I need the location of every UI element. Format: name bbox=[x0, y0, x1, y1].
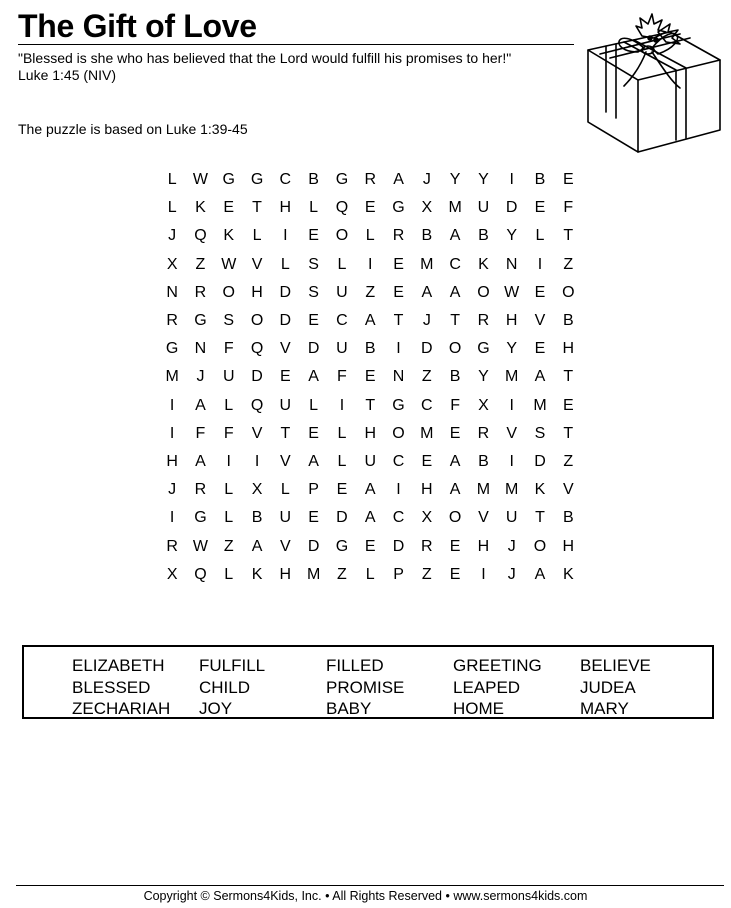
grid-letter: G bbox=[250, 171, 264, 189]
grid-letter: F bbox=[450, 396, 460, 414]
grid-letter: U bbox=[279, 396, 292, 414]
grid-letter: L bbox=[337, 424, 347, 442]
grid-letter: G bbox=[392, 199, 405, 217]
grid-letter: Q bbox=[250, 396, 264, 414]
grid-letter: M bbox=[420, 255, 434, 273]
grid-letter: V bbox=[280, 340, 291, 358]
grid-letter: G bbox=[335, 537, 349, 555]
grid-letter: N bbox=[505, 255, 518, 273]
grid-letter: T bbox=[563, 227, 574, 245]
grid-letter: Z bbox=[195, 255, 206, 273]
word-list-item: BELIEVE bbox=[580, 656, 651, 675]
grid-letter: J bbox=[507, 537, 516, 555]
grid-letter: C bbox=[279, 171, 292, 189]
grid-letter: E bbox=[308, 424, 319, 442]
grid-letter: T bbox=[535, 509, 545, 527]
grid-letter: B bbox=[562, 312, 574, 330]
grid-letter: R bbox=[166, 312, 178, 330]
grid-letter: Z bbox=[563, 255, 574, 273]
grid-letter: J bbox=[168, 481, 177, 499]
grid-letter: F bbox=[223, 424, 234, 442]
grid-letter: E bbox=[562, 396, 574, 414]
grid-letter: X bbox=[421, 509, 433, 527]
word-list-item: JOY bbox=[199, 699, 233, 718]
verse-block bbox=[18, 50, 578, 84]
grid-letter: E bbox=[534, 340, 546, 358]
grid-letter: I bbox=[169, 509, 175, 527]
grid-letter: M bbox=[420, 424, 434, 442]
grid-letter: Z bbox=[337, 565, 347, 583]
grid-letter: P bbox=[393, 565, 404, 583]
grid-letter: S bbox=[308, 283, 319, 301]
grid-letter: Z bbox=[421, 565, 432, 583]
grid-letter: L bbox=[224, 565, 234, 583]
grid-letter: A bbox=[534, 368, 546, 386]
grid-letter: W bbox=[504, 283, 520, 301]
gift-box-icon bbox=[580, 2, 728, 154]
word-list-item: FULFILL bbox=[199, 656, 266, 675]
grid-letter: M bbox=[505, 481, 519, 499]
grid-letter: T bbox=[280, 424, 291, 442]
grid-letter: Y bbox=[506, 340, 518, 358]
grid-letter: X bbox=[421, 199, 433, 217]
grid-letter: L bbox=[224, 481, 234, 499]
page-title: The Gift of Love bbox=[18, 8, 257, 44]
grid-letter: F bbox=[195, 424, 206, 442]
grid-letter: L bbox=[280, 255, 290, 273]
grid-letter: C bbox=[336, 312, 348, 330]
word-list-item: PROMISE bbox=[326, 677, 405, 697]
grid-letter: O bbox=[250, 312, 264, 330]
grid-letter: J bbox=[507, 565, 516, 583]
grid-letter: M bbox=[448, 199, 462, 217]
grid-letter: H bbox=[279, 565, 292, 583]
grid-letter: V bbox=[478, 509, 489, 527]
grid-letter: R bbox=[421, 537, 433, 555]
grid-letter: V bbox=[280, 452, 291, 470]
grid-letter: Q bbox=[250, 340, 264, 358]
grid-letter: B bbox=[478, 227, 489, 245]
grid-letter: I bbox=[339, 396, 345, 414]
verse-quote: "Blessed is she who has believed that the Lord would fulfill his promises to her!" bbox=[18, 50, 512, 66]
grid-letter: H bbox=[279, 199, 292, 217]
grid-letter: O bbox=[222, 283, 235, 301]
grid-letter: G bbox=[392, 396, 405, 414]
grid-letter: T bbox=[450, 312, 460, 330]
grid-letter: D bbox=[336, 509, 348, 527]
grid-letter: I bbox=[226, 452, 231, 470]
grid-letter: H bbox=[505, 312, 518, 330]
verse-reference: Luke 1:45 (NIV) bbox=[18, 67, 117, 83]
grid-letter: K bbox=[223, 227, 235, 245]
grid-letter: D bbox=[279, 283, 292, 301]
grid-letter: I bbox=[481, 565, 486, 583]
grid-letter: V bbox=[280, 537, 291, 555]
word-list-item: BLESSED bbox=[72, 677, 151, 697]
grid-letter: R bbox=[166, 537, 178, 555]
grid-letter: I bbox=[169, 396, 175, 414]
grid-letter: L bbox=[535, 227, 545, 245]
grid-letter: B bbox=[534, 171, 546, 189]
grid-letter: E bbox=[449, 565, 461, 583]
grid-letter: F bbox=[337, 368, 347, 386]
grid-letter: T bbox=[393, 312, 404, 330]
grid-letter: R bbox=[477, 424, 490, 442]
grid-letter: S bbox=[308, 255, 319, 273]
grid-letter: B bbox=[308, 171, 319, 189]
grid-letter: Q bbox=[194, 227, 207, 245]
grid-letter: D bbox=[251, 368, 263, 386]
grid-letter: R bbox=[194, 283, 207, 301]
grid-letter: A bbox=[421, 283, 433, 301]
grid-letter: A bbox=[534, 565, 546, 583]
grid-letter: U bbox=[364, 452, 376, 470]
grid-letter: K bbox=[562, 565, 574, 583]
grid-letter: L bbox=[224, 396, 234, 414]
grid-letter: E bbox=[393, 255, 404, 273]
grid-letter: J bbox=[422, 171, 431, 189]
grid-letter: C bbox=[392, 452, 405, 470]
grid-letter: K bbox=[478, 255, 489, 273]
grid-letter: O bbox=[448, 340, 462, 358]
grid-letter: A bbox=[393, 171, 404, 189]
grid-letter: U bbox=[505, 509, 518, 527]
grid-letter: Q bbox=[194, 565, 207, 583]
grid-letter: O bbox=[562, 283, 575, 301]
grid-letter: M bbox=[533, 396, 547, 414]
grid-letter: A bbox=[449, 283, 461, 301]
grid-letter: H bbox=[477, 537, 490, 555]
grid-letter: W bbox=[192, 171, 208, 189]
grid-letter: H bbox=[166, 452, 178, 470]
grid-letter: E bbox=[364, 537, 376, 555]
grid-letter: I bbox=[509, 396, 514, 414]
grid-letter: L bbox=[167, 171, 177, 189]
grid-letter: A bbox=[449, 452, 461, 470]
grid-letter: E bbox=[534, 283, 546, 301]
grid-letter: Z bbox=[421, 368, 432, 386]
grid-letter: H bbox=[421, 481, 433, 499]
grid-letter: I bbox=[509, 171, 514, 189]
grid-letter: E bbox=[223, 199, 235, 217]
grid-letter: Z bbox=[563, 452, 574, 470]
grid-letter: M bbox=[505, 368, 519, 386]
grid-letter: X bbox=[166, 565, 178, 583]
grid-letter: L bbox=[337, 255, 347, 273]
grid-letter: M bbox=[165, 368, 179, 386]
grid-letter: J bbox=[422, 312, 431, 330]
grid-letter: O bbox=[448, 509, 462, 527]
grid-letter: B bbox=[251, 509, 263, 527]
grid-letter: K bbox=[195, 199, 206, 217]
grid-letter: V bbox=[251, 424, 263, 442]
word-list-item: ELIZABETH bbox=[72, 656, 165, 675]
grid-letter: V bbox=[562, 481, 574, 499]
grid-letter: Y bbox=[449, 171, 461, 189]
grid-letter: B bbox=[449, 368, 461, 386]
grid-letter: W bbox=[192, 537, 208, 555]
grid-letter: L bbox=[252, 227, 262, 245]
grid-letter: L bbox=[309, 396, 319, 414]
grid-letter: H bbox=[562, 537, 575, 555]
grid-letter: C bbox=[449, 255, 461, 273]
grid-letter: G bbox=[335, 171, 349, 189]
grid-letter: L bbox=[280, 481, 290, 499]
grid-letter: C bbox=[421, 396, 433, 414]
grid-letter: L bbox=[167, 199, 177, 217]
grid-letter: E bbox=[421, 452, 433, 470]
grid-letter: Z bbox=[365, 283, 376, 301]
grid-letter: O bbox=[533, 537, 547, 555]
grid-letter: X bbox=[251, 481, 263, 499]
grid-letter: A bbox=[364, 481, 376, 499]
word-list-item: HOME bbox=[453, 699, 504, 718]
grid-letter: I bbox=[283, 227, 288, 245]
grid-letter: G bbox=[194, 312, 207, 330]
grid-letter: S bbox=[223, 312, 235, 330]
grid-letter: O bbox=[392, 424, 405, 442]
grid-letter: E bbox=[449, 424, 461, 442]
grid-letter: O bbox=[335, 227, 349, 245]
word-list bbox=[72, 655, 707, 720]
grid-letter: T bbox=[365, 396, 376, 414]
grid-letter: H bbox=[562, 340, 575, 358]
footer-divider bbox=[16, 885, 724, 886]
grid-letter: N bbox=[392, 368, 405, 386]
grid-letter: I bbox=[537, 255, 543, 273]
grid-letter: D bbox=[307, 537, 320, 555]
word-bank bbox=[22, 645, 714, 719]
word-list-item: MARY bbox=[580, 699, 629, 718]
word-list-item: ZECHARIAH bbox=[72, 699, 171, 718]
grid-letter: N bbox=[166, 283, 178, 301]
grid-letter: D bbox=[279, 312, 292, 330]
grid-letter: B bbox=[421, 227, 433, 245]
grid-letter: E bbox=[364, 199, 376, 217]
grid-letter: C bbox=[392, 509, 405, 527]
grid-letter: U bbox=[477, 199, 490, 217]
grid-letter: L bbox=[337, 452, 347, 470]
grid-letter: J bbox=[196, 368, 205, 386]
puzzle-subtitle: The puzzle is based on Luke 1:39-45 bbox=[18, 121, 248, 137]
grid-letter: E bbox=[534, 199, 546, 217]
grid-letter: G bbox=[477, 340, 490, 358]
grid-letter: A bbox=[364, 312, 376, 330]
grid-letter: I bbox=[509, 452, 514, 470]
grid-letter: E bbox=[308, 227, 319, 245]
grid-letter: V bbox=[251, 255, 263, 273]
title-divider bbox=[18, 44, 574, 45]
grid-letter: D bbox=[307, 340, 320, 358]
word-list-item: LEAPED bbox=[453, 677, 521, 697]
grid-letter: H bbox=[251, 283, 263, 301]
grid-letter: L bbox=[365, 227, 375, 245]
copyright-footer: Copyright © Sermons4Kids, Inc. • All Rights Reserved • www.sermons4kids.com bbox=[143, 889, 588, 903]
grid-letter: A bbox=[308, 368, 319, 386]
grid-letter: U bbox=[336, 340, 348, 358]
grid-letter: G bbox=[222, 171, 235, 189]
grid-letter: I bbox=[396, 481, 401, 499]
word-list-item: CHILD bbox=[199, 677, 251, 697]
grid-letter: U bbox=[336, 283, 348, 301]
word-list-item: JUDEA bbox=[580, 677, 636, 697]
grid-letter: D bbox=[505, 199, 518, 217]
grid-letter: S bbox=[534, 424, 546, 442]
grid-letter: Y bbox=[478, 171, 489, 189]
grid-letter: V bbox=[506, 424, 518, 442]
word-list-item: BABY bbox=[326, 699, 372, 718]
grid-letter: A bbox=[308, 452, 319, 470]
grid-letter: R bbox=[194, 481, 207, 499]
grid-letter: I bbox=[368, 255, 373, 273]
grid-letter: D bbox=[534, 452, 546, 470]
word-list-item: GREETING bbox=[453, 656, 542, 675]
grid-letter: O bbox=[477, 283, 490, 301]
grid-letter: D bbox=[392, 537, 405, 555]
grid-letter: A bbox=[449, 227, 461, 245]
grid-letter: M bbox=[306, 565, 321, 583]
grid-letter: T bbox=[563, 424, 574, 442]
grid-letter: N bbox=[194, 340, 207, 358]
grid-letter: R bbox=[477, 312, 490, 330]
grid-letter: A bbox=[195, 396, 206, 414]
grid-letter: I bbox=[169, 424, 175, 442]
grid-letter: L bbox=[224, 509, 234, 527]
letter-grid bbox=[158, 166, 582, 589]
grid-letter: L bbox=[365, 565, 375, 583]
grid-letter: P bbox=[308, 481, 319, 499]
grid-letter: R bbox=[364, 171, 376, 189]
grid-letter: A bbox=[251, 537, 263, 555]
grid-letter: K bbox=[534, 481, 546, 499]
grid-letter: A bbox=[364, 509, 376, 527]
grid-letter: F bbox=[223, 340, 234, 358]
grid-letter: B bbox=[562, 509, 574, 527]
grid-letter: U bbox=[222, 368, 235, 386]
grid-letter: X bbox=[166, 255, 178, 273]
grid-letter: E bbox=[336, 481, 348, 499]
grid-letter: G bbox=[165, 340, 179, 358]
grid-letter: G bbox=[194, 509, 207, 527]
grid-letter: T bbox=[563, 368, 574, 386]
grid-letter: E bbox=[393, 283, 404, 301]
grid-letter: E bbox=[449, 537, 461, 555]
grid-letter: J bbox=[168, 227, 177, 245]
grid-letter: E bbox=[308, 312, 319, 330]
grid-letter: W bbox=[221, 255, 237, 273]
grid-letter: I bbox=[254, 452, 260, 470]
grid-letter: A bbox=[195, 452, 206, 470]
grid-letter: Z bbox=[223, 537, 234, 555]
grid-letter: I bbox=[396, 340, 401, 358]
grid-letter: E bbox=[280, 368, 291, 386]
grid-letter: Y bbox=[478, 368, 489, 386]
grid-letter: A bbox=[449, 481, 461, 499]
grid-letter: X bbox=[478, 396, 489, 414]
grid-letter: H bbox=[364, 424, 376, 442]
grid-letter: E bbox=[308, 509, 319, 527]
grid-letter: B bbox=[364, 340, 376, 358]
grid-letter: F bbox=[563, 199, 574, 217]
grid-letter: Q bbox=[335, 199, 349, 217]
grid-letter: Y bbox=[506, 227, 518, 245]
grid-letter: V bbox=[534, 312, 546, 330]
grid-letter: L bbox=[309, 199, 319, 217]
grid-letter: K bbox=[251, 565, 263, 583]
grid-letter: R bbox=[392, 227, 405, 245]
grid-letter: U bbox=[279, 509, 292, 527]
grid-letter: D bbox=[421, 340, 433, 358]
grid-letter: M bbox=[476, 481, 491, 499]
grid-letter: B bbox=[478, 452, 489, 470]
grid-letter: T bbox=[252, 199, 262, 217]
grid-letter: E bbox=[364, 368, 376, 386]
grid-letter: E bbox=[562, 171, 574, 189]
word-list-item: FILLED bbox=[326, 656, 384, 675]
